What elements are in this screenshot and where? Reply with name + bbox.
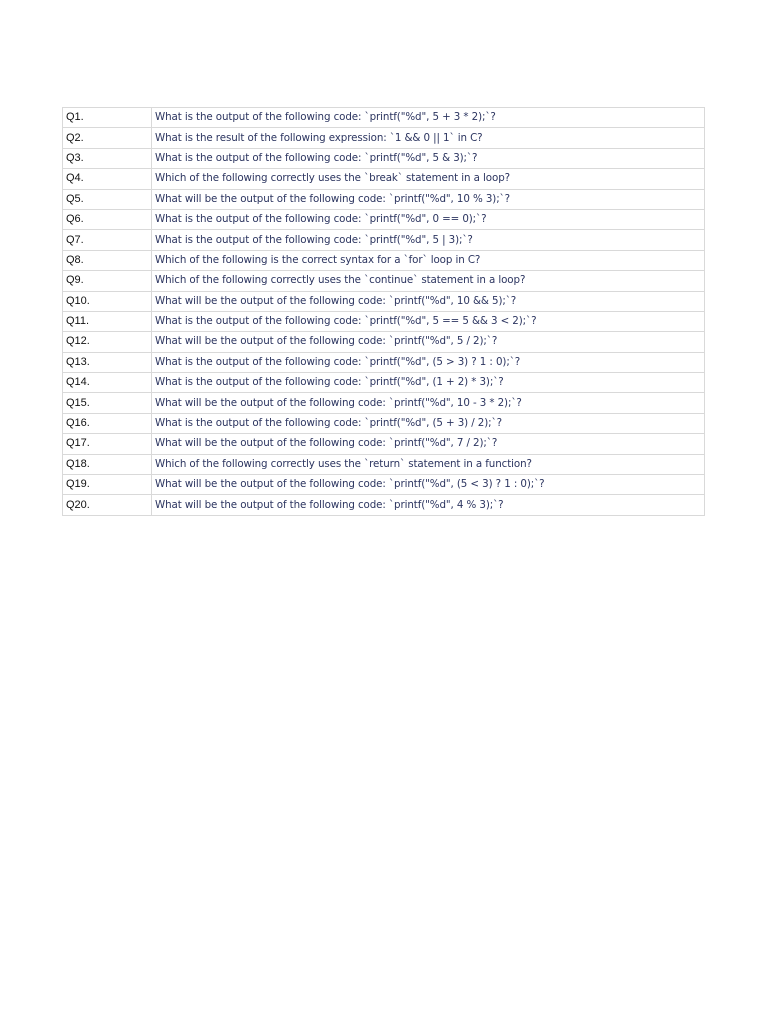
question-number: Q14. <box>63 373 152 393</box>
question-number: Q1. <box>63 108 152 128</box>
question-text: What will be the output of the following code: `printf("%d", 10 - 3 * 2);`? <box>152 393 705 413</box>
question-number: Q6. <box>63 209 152 229</box>
question-text: What is the output of the following code: `printf("%d", 0 == 0);`? <box>152 209 705 229</box>
question-number: Q10. <box>63 291 152 311</box>
table-row <box>63 393 705 413</box>
table-row <box>63 373 705 393</box>
question-number: Q18. <box>63 454 152 474</box>
question-text: What is the output of the following code: `printf("%d", (5 + 3) / 2);`? <box>152 413 705 433</box>
table-row <box>63 128 705 148</box>
table-row <box>63 250 705 270</box>
question-text: What is the result of the following expression: `1 && 0 || 1` in C? <box>152 128 705 148</box>
table-row <box>63 413 705 433</box>
question-number: Q15. <box>63 393 152 413</box>
question-text: What will be the output of the following code: `printf("%d", 10 % 3);`? <box>152 189 705 209</box>
question-text: Which of the following correctly uses the `break` statement in a loop? <box>152 169 705 189</box>
question-text: What will be the output of the following code: `printf("%d", 7 / 2);`? <box>152 434 705 454</box>
question-sheet <box>62 107 705 516</box>
table-row <box>63 495 705 515</box>
question-text: What will be the output of the following code: `printf("%d", 10 && 5);`? <box>152 291 705 311</box>
question-number: Q2. <box>63 128 152 148</box>
table-row <box>63 108 705 128</box>
question-text: What is the output of the following code: `printf("%d", 5 + 3 * 2);`? <box>152 108 705 128</box>
question-number: Q16. <box>63 413 152 433</box>
question-number: Q9. <box>63 271 152 291</box>
question-text: What is the output of the following code: `printf("%d", (5 > 3) ? 1 : 0);`? <box>152 352 705 372</box>
table-row <box>63 169 705 189</box>
question-text: Which of the following correctly uses the `return` statement in a function? <box>152 454 705 474</box>
question-text: What will be the output of the following code: `printf("%d", (5 < 3) ? 1 : 0);`? <box>152 475 705 495</box>
question-number: Q7. <box>63 230 152 250</box>
questions-table <box>62 107 705 516</box>
question-text: What is the output of the following code: `printf("%d", 5 == 5 && 3 < 2);`? <box>152 311 705 331</box>
question-text: What will be the output of the following code: `printf("%d", 4 % 3);`? <box>152 495 705 515</box>
table-row <box>63 332 705 352</box>
question-text: What is the output of the following code: `printf("%d", 5 & 3);`? <box>152 148 705 168</box>
table-row <box>63 434 705 454</box>
question-number: Q8. <box>63 250 152 270</box>
table-row <box>63 454 705 474</box>
table-row <box>63 189 705 209</box>
question-text: Which of the following correctly uses the `continue` statement in a loop? <box>152 271 705 291</box>
question-number: Q19. <box>63 475 152 495</box>
table-row <box>63 291 705 311</box>
table-row <box>63 311 705 331</box>
table-row <box>63 352 705 372</box>
question-number: Q20. <box>63 495 152 515</box>
table-row <box>63 230 705 250</box>
question-number: Q12. <box>63 332 152 352</box>
table-row <box>63 148 705 168</box>
table-row <box>63 271 705 291</box>
question-number: Q3. <box>63 148 152 168</box>
question-text: What is the output of the following code: `printf("%d", 5 | 3);`? <box>152 230 705 250</box>
question-number: Q4. <box>63 169 152 189</box>
question-number: Q13. <box>63 352 152 372</box>
table-row <box>63 209 705 229</box>
question-text: Which of the following is the correct syntax for a `for` loop in C? <box>152 250 705 270</box>
question-number: Q5. <box>63 189 152 209</box>
question-text: What will be the output of the following code: `printf("%d", 5 / 2);`? <box>152 332 705 352</box>
table-row <box>63 475 705 495</box>
question-text: What is the output of the following code: `printf("%d", (1 + 2) * 3);`? <box>152 373 705 393</box>
question-number: Q11. <box>63 311 152 331</box>
question-number: Q17. <box>63 434 152 454</box>
